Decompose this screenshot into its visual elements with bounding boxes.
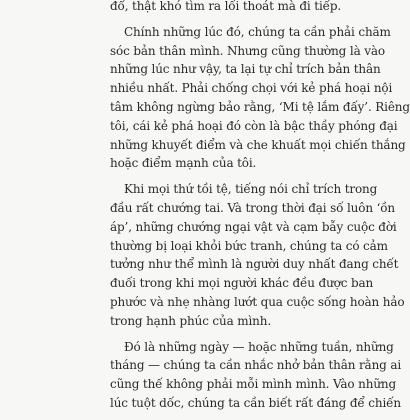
text-line: áp’, những chướng ngại vật và cạm bẫy cuộc đời (110, 219, 397, 234)
text-line: tháng — chúng ta cần nhắc nhở bản thân rằng ai (110, 358, 402, 373)
text-line: tâm không ngừng bảo rằng, ‘Mi tệ lắm đấy’. Riêng (110, 99, 410, 114)
paragraph-2 (110, 23, 410, 173)
text-line: tôi, cái kẻ phá hoại đó còn là bậc thầy phóng đại (110, 118, 398, 133)
text-line: Chính những lúc đó, chúng ta cần phải chăm (124, 24, 391, 39)
text-line: những lúc như vậy, ta lại tự chỉ trích bản thân (110, 62, 381, 77)
text-line: sóc bản thân mình. Nhưng cũng thường là vào (110, 43, 385, 58)
text-line: phước và nhẹ nhàng lướt qua cuộc sống hoàn hảo (110, 294, 405, 309)
text-line: đuối trong khi mọi người khác đều được ban (110, 276, 374, 291)
page-text (110, 0, 410, 420)
text-line: Khi mọi thứ tồi tệ, tiếng nói chỉ trích trong (124, 182, 378, 197)
text-line: nhiều nhất. Phải chống chọi với kẻ phá hoại nội (110, 81, 393, 96)
text-line: đổ, thật khó tìm ra lối thoát mà đi tiếp. (110, 0, 342, 13)
text-line: đầu rất chướng tai. Và trong thời đại số luôn ‘ồn (110, 200, 396, 215)
text-line: hoặc điểm mạnh của tôi. (110, 156, 257, 171)
text-line: tưởng như thể mình là người duy nhất đang chết (110, 257, 399, 272)
text-line: lúc tuột dốc, chúng ta cần biết rất đáng để chiến (110, 395, 401, 410)
text-line: cũng thế không phải mỗi mình mình. Vào những (110, 377, 397, 392)
paragraph-1 (110, 0, 388, 16)
text-line: những khuyết điểm và che khuất mọi chiến thắng (110, 137, 406, 152)
text-line: trong hạnh phúc của mình. (110, 313, 271, 328)
text-line: Đó là những ngày — hoặc những tuần, những (124, 339, 394, 354)
text-line: thường bị loại khỏi bức tranh, chúng ta có cảm (110, 238, 388, 253)
paragraph-3 (110, 180, 405, 330)
paragraph-4 (110, 338, 402, 413)
